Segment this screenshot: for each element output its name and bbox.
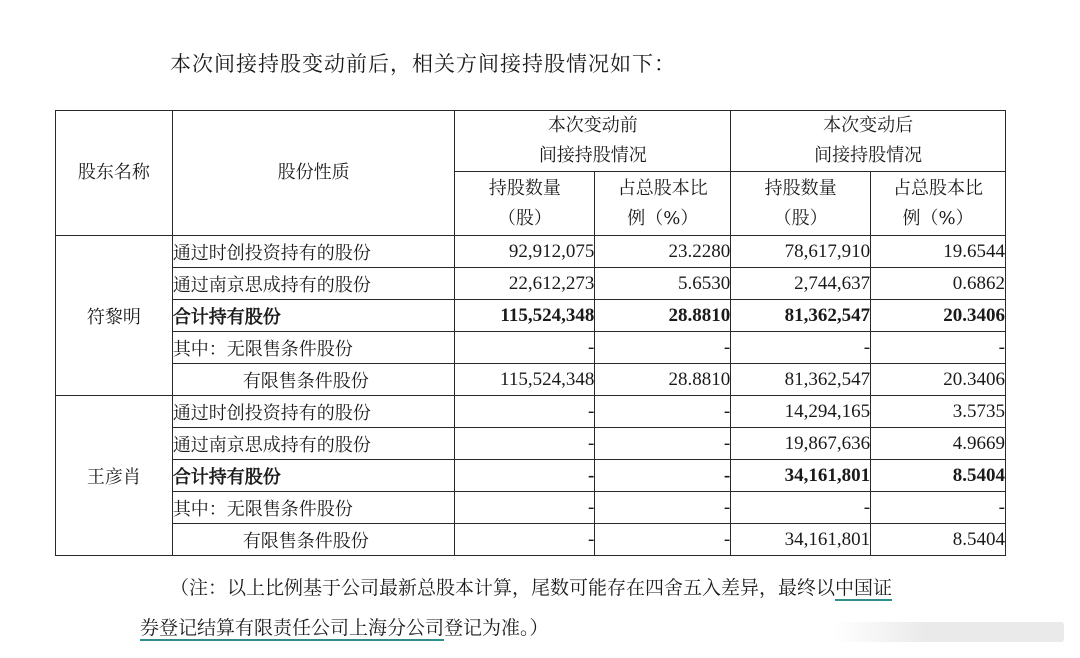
before-ratio-cell: 28.8810 bbox=[595, 300, 731, 332]
after-ratio-cell: - bbox=[871, 332, 1006, 364]
after-ratio-cell: 20.3406 bbox=[871, 300, 1006, 332]
share-type-cell: 合计持有股份 bbox=[172, 460, 455, 492]
before-qty-cell: 115,524,348 bbox=[455, 300, 595, 332]
after-ratio-cell: 0.6862 bbox=[871, 268, 1006, 300]
after-ratio-cell: 20.3406 bbox=[871, 364, 1006, 396]
table-row-total bbox=[56, 460, 1006, 492]
footnote-text: 登记为准。） bbox=[444, 617, 549, 639]
share-type-cell: 其中：无限售条件股份 bbox=[172, 492, 455, 524]
after-qty-cell: 2,744,637 bbox=[731, 268, 871, 300]
before-ratio-cell: - bbox=[595, 332, 731, 364]
header-after-line1: 本次变动后 bbox=[823, 115, 914, 136]
header-qty-line2: （股） bbox=[497, 207, 552, 229]
before-qty-cell: 115,524,348 bbox=[455, 364, 595, 396]
after-ratio-cell: 8.5404 bbox=[871, 460, 1006, 492]
before-qty-cell: - bbox=[455, 332, 595, 364]
before-qty-cell: 92,912,075 bbox=[455, 236, 595, 268]
before-ratio-cell: 23.2280 bbox=[595, 236, 731, 268]
table-row bbox=[56, 236, 1006, 268]
table-row bbox=[56, 268, 1006, 300]
watermark-strip bbox=[834, 622, 1064, 642]
share-type-cell: 有限售条件股份 bbox=[172, 364, 455, 396]
before-qty-cell: - bbox=[455, 460, 595, 492]
header-qty-line2: （股） bbox=[773, 207, 828, 229]
footnote-highlight: 中国证 bbox=[835, 577, 893, 599]
before-ratio-cell: 5.6530 bbox=[595, 268, 731, 300]
header-share-type: 股份性质 bbox=[172, 111, 455, 236]
before-qty-cell: - bbox=[455, 396, 595, 428]
footnote-line-1 bbox=[170, 566, 892, 610]
header-before-qty bbox=[455, 172, 595, 236]
share-type-cell: 通过南京思成持有的股份 bbox=[172, 428, 455, 460]
share-type-cell: 其中：无限售条件股份 bbox=[172, 332, 455, 364]
after-qty-cell: 78,617,910 bbox=[731, 236, 871, 268]
before-ratio-cell: - bbox=[595, 396, 731, 428]
before-ratio-cell: - bbox=[595, 428, 731, 460]
table-row bbox=[56, 524, 1006, 556]
share-type-cell: 通过时创投资持有的股份 bbox=[172, 236, 455, 268]
after-qty-cell: 81,362,547 bbox=[731, 300, 871, 332]
share-type-cell: 通过时创投资持有的股份 bbox=[172, 396, 455, 428]
before-ratio-cell: - bbox=[595, 492, 731, 524]
header-before-ratio bbox=[595, 172, 731, 236]
header-qty-line1: 持股数量 bbox=[488, 177, 561, 199]
after-qty-cell: 19,867,636 bbox=[731, 428, 871, 460]
holdings-table bbox=[55, 110, 1006, 556]
header-after-qty bbox=[731, 172, 871, 236]
after-qty-cell: 14,294,165 bbox=[731, 396, 871, 428]
header-after-ratio bbox=[871, 172, 1006, 236]
table-row bbox=[56, 332, 1006, 364]
after-qty-cell: - bbox=[731, 492, 871, 524]
before-qty-cell: - bbox=[455, 524, 595, 556]
footnote-highlight: 券登记结算有限责任公司上海分公司 bbox=[140, 617, 445, 639]
header-before-line1: 本次变动前 bbox=[547, 115, 638, 136]
header-after-line2: 间接持股情况 bbox=[814, 145, 923, 166]
table-row bbox=[56, 492, 1006, 524]
after-ratio-cell: 3.5735 bbox=[871, 396, 1006, 428]
after-ratio-cell: 8.5404 bbox=[871, 524, 1006, 556]
before-ratio-cell: - bbox=[595, 460, 731, 492]
shareholder-name: 王彦肖 bbox=[56, 396, 173, 556]
intro-text: 本次间接持股变动前后，相关方间接持股情况如下： bbox=[170, 52, 676, 76]
share-type-cell: 通过南京思成持有的股份 bbox=[172, 268, 455, 300]
shareholder-name: 符黎明 bbox=[56, 236, 173, 396]
header-ratio-line2: 例（%） bbox=[627, 207, 699, 229]
footnote-text: （注：以上比例基于公司最新总股本计算，尾数可能存在四舍五入差异，最终以 bbox=[170, 577, 836, 599]
share-type-cell: 合计持有股份 bbox=[172, 300, 455, 332]
header-before-line2: 间接持股情况 bbox=[538, 145, 647, 166]
share-type-cell: 有限售条件股份 bbox=[172, 524, 455, 556]
before-qty-cell: - bbox=[455, 492, 595, 524]
header-ratio-line2: 例（%） bbox=[902, 207, 974, 229]
after-ratio-cell: 19.6544 bbox=[871, 236, 1006, 268]
before-qty-cell: 22,612,273 bbox=[455, 268, 595, 300]
header-before-change bbox=[455, 111, 731, 172]
after-qty-cell: 34,161,801 bbox=[731, 460, 871, 492]
header-qty-line1: 持股数量 bbox=[764, 177, 837, 199]
after-ratio-cell: - bbox=[871, 492, 1006, 524]
table-row-total bbox=[56, 300, 1006, 332]
before-qty-cell: - bbox=[455, 428, 595, 460]
after-qty-cell: 81,362,547 bbox=[731, 364, 871, 396]
before-ratio-cell: - bbox=[595, 524, 731, 556]
footnote-line-2 bbox=[140, 606, 549, 650]
before-ratio-cell: 28.8810 bbox=[595, 364, 731, 396]
table-row bbox=[56, 396, 1006, 428]
table-row bbox=[56, 364, 1006, 396]
header-ratio-line1: 占总股本比 bbox=[617, 177, 708, 199]
after-qty-cell: - bbox=[731, 332, 871, 364]
header-shareholder-name: 股东名称 bbox=[56, 111, 173, 236]
table-row bbox=[56, 428, 1006, 460]
after-ratio-cell: 4.9669 bbox=[871, 428, 1006, 460]
header-after-change bbox=[731, 111, 1006, 172]
header-ratio-line1: 占总股本比 bbox=[893, 177, 984, 199]
after-qty-cell: 34,161,801 bbox=[731, 524, 871, 556]
